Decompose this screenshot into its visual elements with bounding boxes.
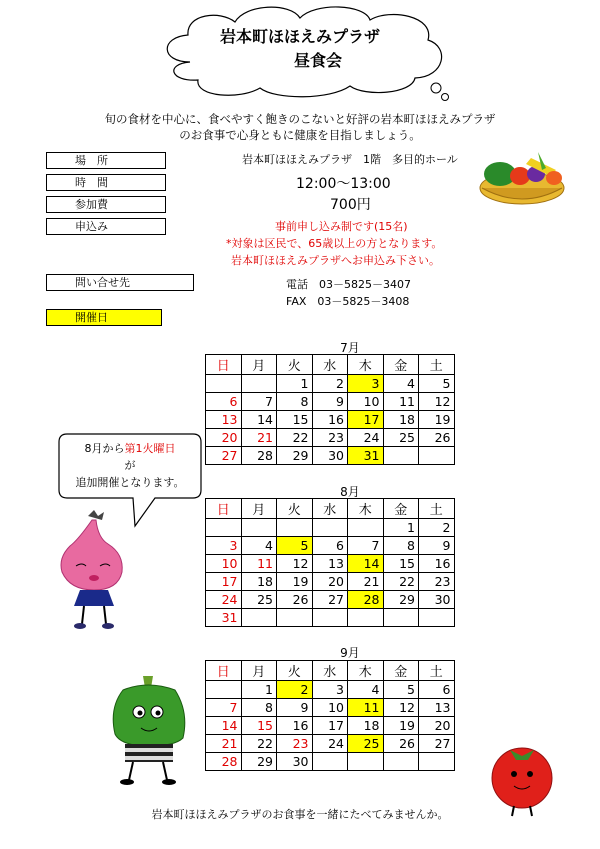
- calendar-day: 8: [277, 393, 313, 411]
- calendar-day: 12: [277, 555, 313, 573]
- calendar-day: 2: [312, 375, 348, 393]
- calendar-day: 3: [348, 375, 384, 393]
- calendar-day: 18: [348, 717, 384, 735]
- calendar-day: 13: [419, 699, 455, 717]
- calendar-empty-cell: [241, 375, 277, 393]
- calendar-day: 9: [419, 537, 455, 555]
- weekday-5: 金: [383, 499, 419, 519]
- calendar-week-row: [206, 447, 455, 465]
- calendar-day: 20: [206, 429, 242, 447]
- calendar-day: 11: [241, 555, 277, 573]
- bubble-line2: が: [124, 459, 136, 472]
- onion-character-icon: [48, 510, 138, 630]
- calendar-day: 30: [312, 447, 348, 465]
- calendar-day: 14: [348, 555, 384, 573]
- calendar-day: 4: [241, 537, 277, 555]
- calendar-day: 1: [241, 681, 277, 699]
- calendar-day: 28: [348, 591, 384, 609]
- calendar-day: 3: [206, 537, 242, 555]
- calendar-day: 10: [312, 699, 348, 717]
- bubble-line3: 追加開催となります。: [75, 476, 185, 489]
- calendar-day: 5: [277, 537, 313, 555]
- calendar-week-row: [206, 609, 455, 627]
- calendar-day: 6: [419, 681, 455, 699]
- calendar-day: 31: [206, 609, 242, 627]
- calendar-day: 17: [312, 717, 348, 735]
- calendar-day: 20: [419, 717, 455, 735]
- weekday-3: 水: [312, 661, 348, 681]
- calendar-day: 25: [348, 735, 384, 753]
- calendar-empty-cell: [383, 609, 419, 627]
- calendar-empty-cell: [383, 753, 419, 771]
- calendar-day: 5: [383, 681, 419, 699]
- calendar-day: 27: [206, 447, 242, 465]
- calendar-week-row: [206, 519, 455, 537]
- calendar-week-row: [206, 717, 455, 735]
- calendar-day: 7: [206, 699, 242, 717]
- calendar-empty-cell: [206, 681, 242, 699]
- calendar-day: 5: [419, 375, 455, 393]
- weekday-6: 土: [419, 499, 455, 519]
- contact-label: 問い合せ先: [46, 274, 194, 291]
- calendar-empty-cell: [241, 609, 277, 627]
- calendar-empty-cell: [312, 519, 348, 537]
- calendar-empty-cell: [312, 609, 348, 627]
- contact-fax: FAX 03－5825－3408: [286, 295, 410, 308]
- calendar-day: 11: [383, 393, 419, 411]
- calendar-day: 27: [312, 591, 348, 609]
- time-value: 12:00～13:00: [296, 176, 391, 192]
- calendar-day: 4: [383, 375, 419, 393]
- calendar-day: 14: [206, 717, 242, 735]
- calendar-empty-cell: [419, 753, 455, 771]
- calendar-day: 28: [241, 447, 277, 465]
- weekday-4: 木: [348, 661, 384, 681]
- weekday-6: 土: [419, 661, 455, 681]
- calendar-day: 24: [312, 735, 348, 753]
- calendar-day: 12: [383, 699, 419, 717]
- calendar-day: 26: [277, 591, 313, 609]
- calendar-day: 14: [241, 411, 277, 429]
- weekday-2: 火: [277, 499, 313, 519]
- fee-value: 700円: [330, 197, 371, 213]
- calendar-day: 15: [277, 411, 313, 429]
- calendar-day: 19: [419, 411, 455, 429]
- calendar-day: 17: [206, 573, 242, 591]
- calendar-day: 4: [348, 681, 384, 699]
- calendar-day: 18: [383, 411, 419, 429]
- calendar-july: [205, 354, 455, 465]
- month-title-august: 8月: [340, 485, 360, 499]
- calendar-day: 31: [348, 447, 384, 465]
- weekday-header-row: [206, 661, 455, 681]
- calendar-day: 21: [241, 429, 277, 447]
- weekday-header-row: [206, 499, 455, 519]
- calendar-day: 22: [383, 573, 419, 591]
- calendar-week-row: [206, 735, 455, 753]
- calendar-day: 3: [312, 681, 348, 699]
- calendar-day: 9: [312, 393, 348, 411]
- calendar-week-row: [206, 753, 455, 771]
- calendar-august: [205, 498, 455, 627]
- weekday-5: 金: [383, 355, 419, 375]
- weekday-2: 火: [277, 661, 313, 681]
- weekday-6: 土: [419, 355, 455, 375]
- calendar-empty-cell: [348, 609, 384, 627]
- calendar-empty-cell: [206, 519, 242, 537]
- calendar-day: 24: [206, 591, 242, 609]
- calendar-day: 13: [206, 411, 242, 429]
- calendar-day: 23: [277, 735, 313, 753]
- calendar-empty-cell: [206, 375, 242, 393]
- calendar-day: 9: [277, 699, 313, 717]
- calendar-day: 16: [277, 717, 313, 735]
- calendar-day: 2: [277, 681, 313, 699]
- weekday-header-row: [206, 355, 455, 375]
- calendar-empty-cell: [277, 519, 313, 537]
- calendar-day: 1: [383, 519, 419, 537]
- dates-label: 開催日: [46, 309, 162, 326]
- vegetable-basket-icon: [476, 148, 570, 208]
- calendar-day: 23: [419, 573, 455, 591]
- calendar-empty-cell: [241, 519, 277, 537]
- weekday-4: 木: [348, 355, 384, 375]
- calendar-day: 1: [277, 375, 313, 393]
- calendar-day: 25: [241, 591, 277, 609]
- calendar-week-row: [206, 573, 455, 591]
- bubble-line1: [60, 440, 200, 457]
- calendar-week-row: [206, 699, 455, 717]
- title-line1: 岩本町ほほえみプラザ: [219, 27, 380, 46]
- place-label: 場 所: [46, 152, 166, 169]
- calendar-day: 29: [277, 447, 313, 465]
- calendar-day: 16: [312, 411, 348, 429]
- weekday-3: 水: [312, 355, 348, 375]
- calendar-empty-cell: [348, 519, 384, 537]
- intro-line1: 旬の食材を中心に、食べやすく飽きのこないと好評の岩本町ほほえみプラザ: [104, 112, 496, 126]
- calendar-day: 12: [419, 393, 455, 411]
- calendar-empty-cell: [383, 447, 419, 465]
- footer-text: 岩本町ほほえみプラザのお食事を一緒にたべてみませんか。: [151, 808, 449, 821]
- calendar-day: 22: [277, 429, 313, 447]
- calendar-day: 28: [206, 753, 242, 771]
- calendar-day: 7: [348, 537, 384, 555]
- apply-line3: 岩本町ほほえみプラザへお申込み下さい。: [231, 254, 440, 267]
- calendar-day: 18: [241, 573, 277, 591]
- calendar-day: 15: [383, 555, 419, 573]
- weekday-0: 日: [206, 355, 242, 375]
- weekday-0: 日: [206, 661, 242, 681]
- calendar-day: 10: [206, 555, 242, 573]
- calendar-day: 22: [241, 735, 277, 753]
- calendar-day: 8: [383, 537, 419, 555]
- calendar-day: 7: [241, 393, 277, 411]
- weekday-3: 水: [312, 499, 348, 519]
- weekday-4: 木: [348, 499, 384, 519]
- calendar-day: 6: [206, 393, 242, 411]
- calendar-empty-cell: [348, 753, 384, 771]
- calendar-day: 30: [419, 591, 455, 609]
- green-pepper-character-icon: [103, 672, 193, 787]
- calendar-september: [205, 660, 455, 771]
- calendar-day: 25: [383, 429, 419, 447]
- calendar-day: 19: [277, 573, 313, 591]
- calendar-week-row: [206, 411, 455, 429]
- weekday-1: 月: [241, 661, 277, 681]
- weekday-2: 火: [277, 355, 313, 375]
- calendar-day: 10: [348, 393, 384, 411]
- calendar-day: 17: [348, 411, 384, 429]
- contact-tel: 電話 03－5825－3407: [286, 278, 411, 291]
- title-line2: 昼食会: [293, 51, 342, 70]
- calendar-day: 21: [348, 573, 384, 591]
- calendar-empty-cell: [419, 447, 455, 465]
- calendar-week-row: [206, 429, 455, 447]
- apply-line1: 事前申し込み制です(15名): [275, 220, 408, 233]
- calendar-empty-cell: [312, 753, 348, 771]
- calendar-day: 19: [383, 717, 419, 735]
- calendar-day: 13: [312, 555, 348, 573]
- month-title-september: 9月: [340, 646, 360, 660]
- apply-label: 申込み: [46, 218, 166, 235]
- weekday-1: 月: [241, 355, 277, 375]
- calendar-day: 26: [383, 735, 419, 753]
- calendar-day: 24: [348, 429, 384, 447]
- month-title-july: 7月: [340, 341, 360, 355]
- fee-label: 参加費: [46, 196, 166, 213]
- calendar-day: 29: [383, 591, 419, 609]
- calendar-day: 23: [312, 429, 348, 447]
- bubble-highlight: 第1火曜日: [124, 442, 176, 455]
- calendar-empty-cell: [419, 609, 455, 627]
- calendar-day: 30: [277, 753, 313, 771]
- bubble-pre: 8月から: [84, 442, 125, 455]
- calendar-day: 20: [312, 573, 348, 591]
- calendar-week-row: [206, 393, 455, 411]
- calendar-day: 11: [348, 699, 384, 717]
- calendar-day: 15: [241, 717, 277, 735]
- weekday-5: 金: [383, 661, 419, 681]
- calendar-week-row: [206, 681, 455, 699]
- apply-line2: *対象は区民で、65歳以上の方となります。: [226, 237, 443, 250]
- calendar-week-row: [206, 555, 455, 573]
- calendar-day: 6: [312, 537, 348, 555]
- time-label: 時 間: [46, 174, 166, 191]
- calendar-week-row: [206, 537, 455, 555]
- weekday-1: 月: [241, 499, 277, 519]
- weekday-0: 日: [206, 499, 242, 519]
- calendar-day: 16: [419, 555, 455, 573]
- calendar-day: 8: [241, 699, 277, 717]
- calendar-day: 2: [419, 519, 455, 537]
- calendar-empty-cell: [277, 609, 313, 627]
- calendar-day: 21: [206, 735, 242, 753]
- calendar-week-row: [206, 591, 455, 609]
- calendar-day: 26: [419, 429, 455, 447]
- intro-line2: のお食事で心身ともに健康を目指しましょう。: [179, 128, 421, 142]
- calendar-day: 27: [419, 735, 455, 753]
- place-value: 岩本町ほほえみプラザ 1階 多目的ホール: [242, 153, 458, 166]
- calendar-day: 29: [241, 753, 277, 771]
- calendar-week-row: [206, 375, 455, 393]
